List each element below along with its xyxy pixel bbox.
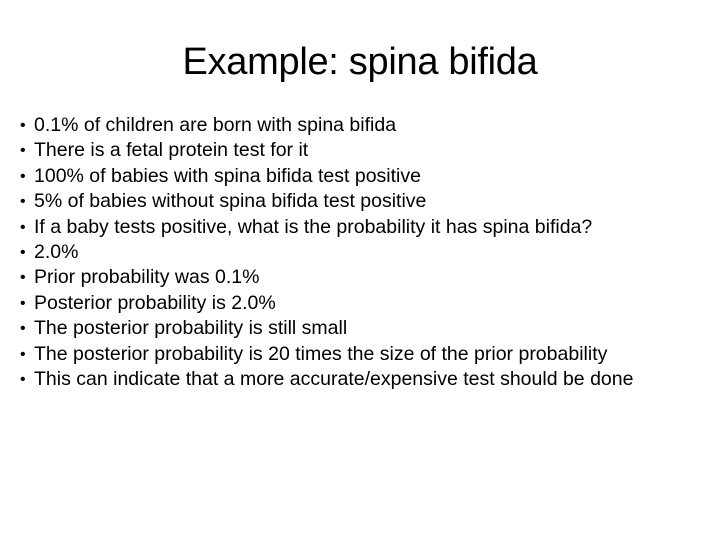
bullet-text: 5% of babies without spina bifida test positive bbox=[34, 190, 427, 213]
bullet-icon: • bbox=[20, 269, 26, 287]
bullet-icon: • bbox=[20, 371, 26, 389]
bullet-icon: • bbox=[20, 167, 26, 185]
slide-title: Example: spina bifida bbox=[182, 41, 538, 83]
bullet-text: 0.1% of children are born with spina bifida bbox=[34, 114, 397, 136]
bullet-text: Prior probability was 0.1% bbox=[34, 266, 260, 289]
bullet-item bbox=[20, 164, 696, 189]
bullet-item bbox=[20, 291, 696, 316]
bullet-icon: • bbox=[20, 142, 26, 160]
bullet-item bbox=[20, 367, 696, 392]
bullet-text: There is a fetal protein test for it bbox=[34, 139, 309, 162]
bullet-item bbox=[20, 240, 696, 265]
bullet-icon: • bbox=[20, 320, 26, 338]
bullet-icon: • bbox=[20, 117, 26, 134]
bullet-list bbox=[20, 113, 696, 392]
bullet-text: The posterior probability is 20 times the size of the prior probability bbox=[34, 342, 608, 365]
bullet-icon: • bbox=[20, 193, 26, 211]
bullet-text: This can indicate that a more accurate/expensive test should be done bbox=[34, 368, 634, 391]
bullet-icon: • bbox=[20, 345, 26, 363]
bullet-item bbox=[20, 189, 696, 214]
bullet-item bbox=[20, 265, 696, 290]
bullet-text: The posterior probability is still small bbox=[34, 317, 348, 340]
bullet-icon: • bbox=[20, 244, 26, 262]
bullet-text: 2.0% bbox=[34, 241, 79, 264]
bullet-text: Posterior probability is 2.0% bbox=[34, 291, 276, 314]
bullet-icon: • bbox=[20, 294, 26, 312]
bullet-icon: • bbox=[20, 218, 26, 236]
bullet-item bbox=[20, 342, 696, 367]
bullet-item bbox=[20, 138, 696, 163]
bullet-text: If a baby tests positive, what is the probability it has spina bifida? bbox=[34, 215, 593, 238]
bullet-item bbox=[20, 113, 696, 138]
bullet-item bbox=[20, 316, 696, 341]
bullet-item bbox=[20, 215, 696, 240]
bullet-text: 100% of babies with spina bifida test positive bbox=[34, 164, 421, 187]
